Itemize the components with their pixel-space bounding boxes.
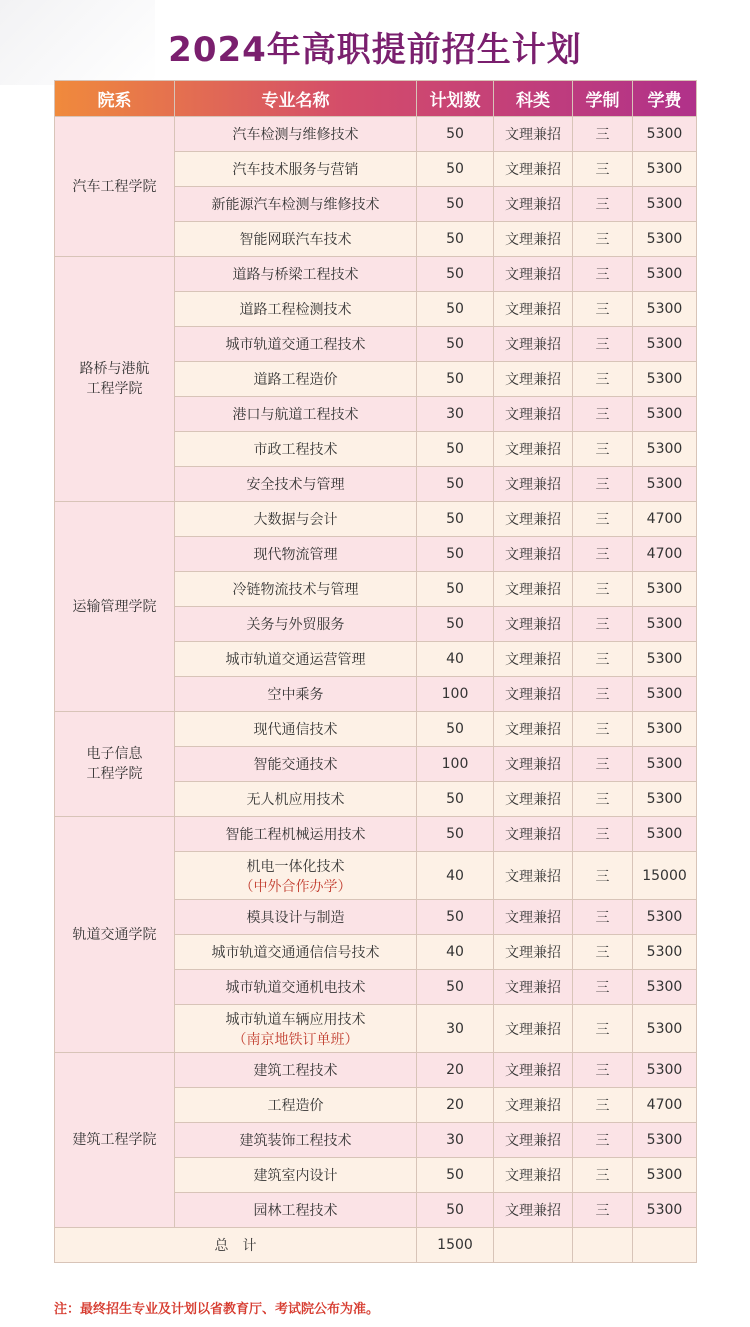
fee: 5300 bbox=[633, 1053, 697, 1088]
years: 三 bbox=[573, 222, 633, 257]
category: 文理兼招 bbox=[494, 187, 573, 222]
major-name-cell bbox=[175, 1005, 417, 1053]
years: 三 bbox=[573, 677, 633, 712]
major-name: 城市轨道交通运营管理 bbox=[225, 652, 366, 668]
fee: 4700 bbox=[633, 1088, 697, 1123]
major-name-cell bbox=[175, 747, 417, 782]
major-name-cell bbox=[175, 970, 417, 1005]
years: 三 bbox=[573, 187, 633, 222]
years: 三 bbox=[573, 1005, 633, 1053]
major-name: 道路工程检测技术 bbox=[239, 302, 352, 318]
major-name-cell bbox=[175, 572, 417, 607]
plan-count: 50 bbox=[417, 467, 494, 502]
total-plan: 1500 bbox=[417, 1228, 494, 1263]
plan-count: 50 bbox=[417, 432, 494, 467]
major-name-cell bbox=[175, 1158, 417, 1193]
category: 文理兼招 bbox=[494, 397, 573, 432]
plan-count: 50 bbox=[417, 782, 494, 817]
table-body bbox=[55, 117, 697, 1263]
category: 文理兼招 bbox=[494, 117, 573, 152]
category: 文理兼招 bbox=[494, 1193, 573, 1228]
plan-count: 50 bbox=[417, 117, 494, 152]
fee: 5300 bbox=[633, 747, 697, 782]
major-name-cell bbox=[175, 502, 417, 537]
plan-count: 50 bbox=[417, 222, 494, 257]
plan-count: 30 bbox=[417, 1005, 494, 1053]
category: 文理兼招 bbox=[494, 607, 573, 642]
years: 三 bbox=[573, 607, 633, 642]
fee: 5300 bbox=[633, 187, 697, 222]
major-name-cell bbox=[175, 817, 417, 852]
years: 三 bbox=[573, 900, 633, 935]
years: 三 bbox=[573, 782, 633, 817]
years: 三 bbox=[573, 817, 633, 852]
major-name: 无人机应用技术 bbox=[246, 792, 345, 808]
category: 文理兼招 bbox=[494, 1158, 573, 1193]
major-name: 市政工程技术 bbox=[253, 442, 338, 458]
table-row bbox=[55, 1053, 697, 1088]
major-name: 智能工程机械运用技术 bbox=[225, 827, 366, 843]
major-name: 冷链物流技术与管理 bbox=[232, 582, 359, 598]
category: 文理兼招 bbox=[494, 970, 573, 1005]
major-name: 道路工程造价 bbox=[253, 372, 338, 388]
plan-count: 50 bbox=[417, 970, 494, 1005]
department-name: 汽车工程学院 bbox=[55, 117, 175, 257]
fee: 5300 bbox=[633, 432, 697, 467]
category: 文理兼招 bbox=[494, 292, 573, 327]
category: 文理兼招 bbox=[494, 222, 573, 257]
major-note: （南京地铁订单班） bbox=[232, 1031, 359, 1048]
major-name-cell bbox=[175, 900, 417, 935]
major-name-cell bbox=[175, 187, 417, 222]
major-name: 港口与航道工程技术 bbox=[232, 407, 359, 423]
major-name: 园林工程技术 bbox=[253, 1203, 338, 1219]
plan-count: 30 bbox=[417, 397, 494, 432]
major-name: 安全技术与管理 bbox=[246, 477, 345, 493]
plan-count: 50 bbox=[417, 292, 494, 327]
years: 三 bbox=[573, 327, 633, 362]
major-name: 汽车技术服务与营销 bbox=[232, 162, 359, 178]
fee: 5300 bbox=[633, 257, 697, 292]
table-row bbox=[55, 712, 697, 747]
years: 三 bbox=[573, 935, 633, 970]
category: 文理兼招 bbox=[494, 432, 573, 467]
category: 文理兼招 bbox=[494, 782, 573, 817]
major-name-cell bbox=[175, 432, 417, 467]
years: 三 bbox=[573, 1088, 633, 1123]
plan-count: 20 bbox=[417, 1088, 494, 1123]
empty-cell bbox=[573, 1228, 633, 1263]
header-plan: 计划数 bbox=[417, 81, 494, 117]
years: 三 bbox=[573, 502, 633, 537]
fee: 5300 bbox=[633, 327, 697, 362]
major-name: 建筑室内设计 bbox=[253, 1168, 338, 1184]
fee: 5300 bbox=[633, 782, 697, 817]
plan-count: 50 bbox=[417, 1193, 494, 1228]
major-name-cell bbox=[175, 397, 417, 432]
plan-count: 50 bbox=[417, 187, 494, 222]
plan-count: 50 bbox=[417, 1158, 494, 1193]
header-department: 院系 bbox=[55, 81, 175, 117]
years: 三 bbox=[573, 1123, 633, 1158]
years: 三 bbox=[573, 1193, 633, 1228]
years: 三 bbox=[573, 117, 633, 152]
fee: 5300 bbox=[633, 362, 697, 397]
plan-count: 50 bbox=[417, 900, 494, 935]
empty-cell bbox=[494, 1228, 573, 1263]
major-name: 城市轨道车辆应用技术 bbox=[225, 1011, 366, 1028]
plan-count: 30 bbox=[417, 1123, 494, 1158]
major-name: 现代通信技术 bbox=[253, 722, 338, 738]
major-name-cell bbox=[175, 935, 417, 970]
fee: 5300 bbox=[633, 1193, 697, 1228]
category: 文理兼招 bbox=[494, 1053, 573, 1088]
major-name-cell bbox=[175, 782, 417, 817]
years: 三 bbox=[573, 1158, 633, 1193]
table-row bbox=[55, 117, 697, 152]
fee: 5300 bbox=[633, 152, 697, 187]
department-name: 电子信息 工程学院 bbox=[55, 712, 175, 817]
major-name-cell bbox=[175, 537, 417, 572]
category: 文理兼招 bbox=[494, 852, 573, 900]
header-fee: 学费 bbox=[633, 81, 697, 117]
fee: 4700 bbox=[633, 502, 697, 537]
fee: 5300 bbox=[633, 467, 697, 502]
total-label: 总 计 bbox=[55, 1228, 417, 1263]
major-name: 城市轨道交通通信信号技术 bbox=[211, 945, 380, 961]
major-name: 城市轨道交通机电技术 bbox=[225, 980, 366, 996]
major-name: 智能交通技术 bbox=[253, 757, 338, 773]
department-name: 建筑工程学院 bbox=[55, 1053, 175, 1228]
major-name: 新能源汽车检测与维修技术 bbox=[211, 197, 380, 213]
major-name-cell bbox=[175, 677, 417, 712]
major-name: 现代物流管理 bbox=[253, 547, 338, 563]
fee: 5300 bbox=[633, 397, 697, 432]
major-name: 工程造价 bbox=[267, 1098, 324, 1114]
major-name-cell bbox=[175, 117, 417, 152]
category: 文理兼招 bbox=[494, 935, 573, 970]
category: 文理兼招 bbox=[494, 900, 573, 935]
years: 三 bbox=[573, 537, 633, 572]
empty-cell bbox=[633, 1228, 697, 1263]
major-name-cell bbox=[175, 1123, 417, 1158]
major-name-cell bbox=[175, 327, 417, 362]
fee: 5300 bbox=[633, 607, 697, 642]
table-header-row bbox=[55, 81, 697, 117]
plan-count: 50 bbox=[417, 712, 494, 747]
fee: 5300 bbox=[633, 1123, 697, 1158]
plan-count: 50 bbox=[417, 502, 494, 537]
category: 文理兼招 bbox=[494, 642, 573, 677]
major-name: 建筑工程技术 bbox=[253, 1063, 338, 1079]
category: 文理兼招 bbox=[494, 712, 573, 747]
table-row bbox=[55, 502, 697, 537]
major-name-cell bbox=[175, 257, 417, 292]
fee: 5300 bbox=[633, 935, 697, 970]
header-years: 学制 bbox=[573, 81, 633, 117]
years: 三 bbox=[573, 152, 633, 187]
major-name-cell bbox=[175, 852, 417, 900]
major-name: 机电一体化技术 bbox=[246, 858, 345, 875]
major-name: 智能网联汽车技术 bbox=[239, 232, 352, 248]
major-name: 建筑装饰工程技术 bbox=[239, 1133, 352, 1149]
plan-count: 50 bbox=[417, 537, 494, 572]
fee: 5300 bbox=[633, 817, 697, 852]
fee: 5300 bbox=[633, 642, 697, 677]
major-name-cell bbox=[175, 1088, 417, 1123]
major-name: 模具设计与制造 bbox=[246, 910, 345, 926]
fee: 15000 bbox=[633, 852, 697, 900]
years: 三 bbox=[573, 292, 633, 327]
total-row bbox=[55, 1228, 697, 1263]
major-name: 大数据与会计 bbox=[253, 512, 338, 528]
header-category: 科类 bbox=[494, 81, 573, 117]
department-name: 轨道交通学院 bbox=[55, 817, 175, 1053]
major-name-cell bbox=[175, 1053, 417, 1088]
major-name: 城市轨道交通工程技术 bbox=[225, 337, 366, 353]
footnote: 注：最终招生专业及计划以省教育厅、考试院公布为准。 bbox=[54, 1302, 380, 1317]
major-name-cell bbox=[175, 222, 417, 257]
years: 三 bbox=[573, 362, 633, 397]
category: 文理兼招 bbox=[494, 152, 573, 187]
major-name-cell bbox=[175, 152, 417, 187]
category: 文理兼招 bbox=[494, 747, 573, 782]
category: 文理兼招 bbox=[494, 817, 573, 852]
category: 文理兼招 bbox=[494, 537, 573, 572]
table-row bbox=[55, 257, 697, 292]
category: 文理兼招 bbox=[494, 327, 573, 362]
years: 三 bbox=[573, 432, 633, 467]
major-name-cell bbox=[175, 607, 417, 642]
years: 三 bbox=[573, 572, 633, 607]
department-name: 路桥与港航 工程学院 bbox=[55, 257, 175, 502]
years: 三 bbox=[573, 1053, 633, 1088]
fee: 5300 bbox=[633, 677, 697, 712]
plan-count: 50 bbox=[417, 362, 494, 397]
major-name: 道路与桥梁工程技术 bbox=[232, 267, 359, 283]
plan-count: 40 bbox=[417, 935, 494, 970]
major-name-cell bbox=[175, 1193, 417, 1228]
major-note: （中外合作办学） bbox=[239, 878, 352, 895]
plan-count: 100 bbox=[417, 677, 494, 712]
years: 三 bbox=[573, 642, 633, 677]
years: 三 bbox=[573, 970, 633, 1005]
plan-count: 100 bbox=[417, 747, 494, 782]
category: 文理兼招 bbox=[494, 677, 573, 712]
plan-count: 50 bbox=[417, 817, 494, 852]
fee: 5300 bbox=[633, 900, 697, 935]
plan-count: 50 bbox=[417, 152, 494, 187]
fee: 5300 bbox=[633, 572, 697, 607]
category: 文理兼招 bbox=[494, 572, 573, 607]
fee: 5300 bbox=[633, 222, 697, 257]
major-name-cell bbox=[175, 292, 417, 327]
fee: 5300 bbox=[633, 970, 697, 1005]
years: 三 bbox=[573, 747, 633, 782]
table-row bbox=[55, 817, 697, 852]
plan-count: 50 bbox=[417, 257, 494, 292]
department-name: 运输管理学院 bbox=[55, 502, 175, 712]
plan-count: 20 bbox=[417, 1053, 494, 1088]
years: 三 bbox=[573, 712, 633, 747]
enrollment-table bbox=[54, 80, 697, 1263]
fee: 5300 bbox=[633, 117, 697, 152]
category: 文理兼招 bbox=[494, 467, 573, 502]
fee: 5300 bbox=[633, 1158, 697, 1193]
category: 文理兼招 bbox=[494, 1123, 573, 1158]
years: 三 bbox=[573, 397, 633, 432]
major-name-cell bbox=[175, 362, 417, 397]
fee: 4700 bbox=[633, 537, 697, 572]
plan-count: 50 bbox=[417, 607, 494, 642]
page-title: 2024年高职提前招生计划 bbox=[168, 30, 582, 70]
header-major: 专业名称 bbox=[175, 81, 417, 117]
category: 文理兼招 bbox=[494, 502, 573, 537]
fee: 5300 bbox=[633, 1005, 697, 1053]
years: 三 bbox=[573, 467, 633, 502]
years: 三 bbox=[573, 852, 633, 900]
major-name-cell bbox=[175, 642, 417, 677]
category: 文理兼招 bbox=[494, 362, 573, 397]
major-name: 关务与外贸服务 bbox=[246, 617, 345, 633]
plan-count: 50 bbox=[417, 327, 494, 362]
fee: 5300 bbox=[633, 292, 697, 327]
major-name: 空中乘务 bbox=[267, 687, 324, 703]
fee: 5300 bbox=[633, 712, 697, 747]
category: 文理兼招 bbox=[494, 1005, 573, 1053]
years: 三 bbox=[573, 257, 633, 292]
category: 文理兼招 bbox=[494, 257, 573, 292]
major-name-cell bbox=[175, 467, 417, 502]
plan-count: 40 bbox=[417, 852, 494, 900]
major-name: 汽车检测与维修技术 bbox=[232, 127, 359, 143]
plan-count: 50 bbox=[417, 572, 494, 607]
category: 文理兼招 bbox=[494, 1088, 573, 1123]
major-name-cell bbox=[175, 712, 417, 747]
plan-count: 40 bbox=[417, 642, 494, 677]
